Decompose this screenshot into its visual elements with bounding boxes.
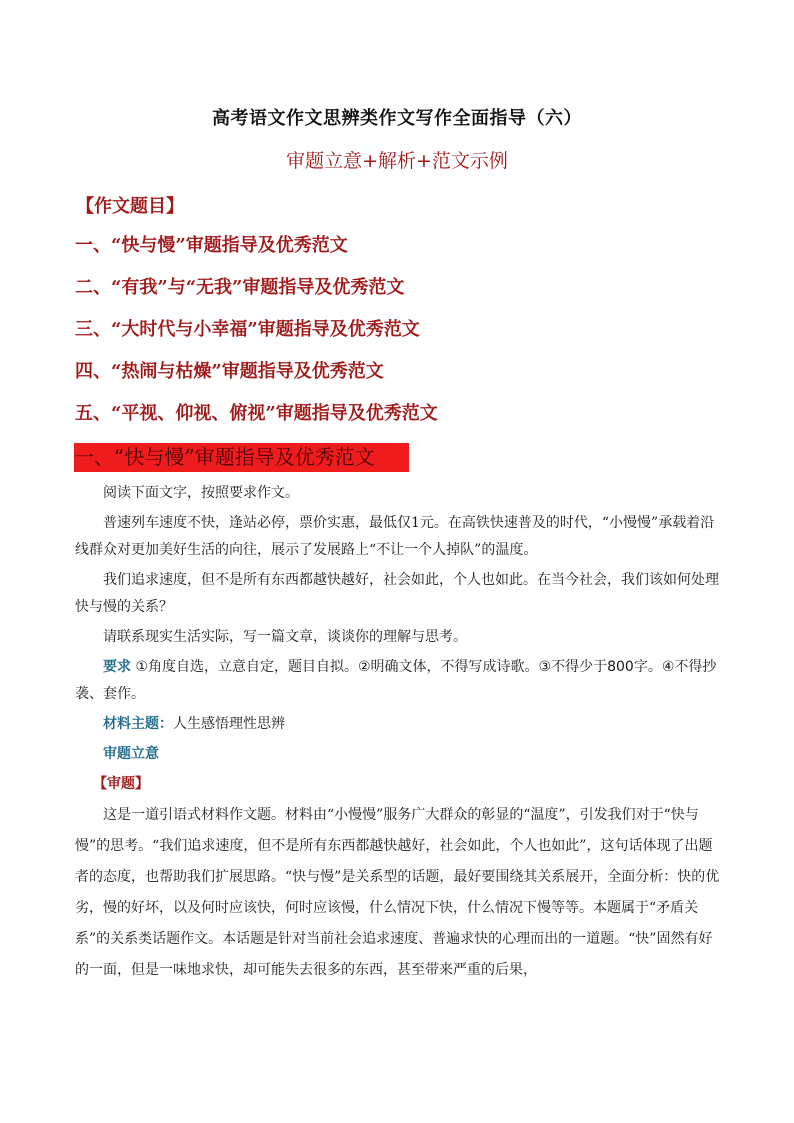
analysis-heading: 审题立意 bbox=[103, 746, 159, 762]
material-paragraph-2: 我们追求速度，但不是所有东西都越快越好，社会如此，个人也如此。在当今社会，我们该如何处理快与慢的关系？ bbox=[75, 572, 719, 615]
intro-paragraph: 阅读下面文字，按照要求作文。 bbox=[103, 485, 299, 501]
theme-paragraph bbox=[75, 711, 725, 738]
toc-item-2: 二、“有我”与“无我”审题指导及优秀范文 bbox=[75, 277, 405, 298]
material-paragraph-1: 普速列车速度不快，逢站必停，票价实惠，最低仅1元。在高铁快速普及的时代，“小慢慢”承载着沿线群众对更加美好生活的向往，展示了发展路上“不让一个人掉队”的温度。 bbox=[75, 515, 715, 558]
section-banner: 一、“快与慢”审题指导及优秀范文 bbox=[74, 443, 409, 472]
document-title: 高考语文作文思辨类作文写作全面指导（六） bbox=[212, 108, 582, 129]
requirement-label: 要求 bbox=[103, 659, 131, 675]
toc-list bbox=[75, 234, 438, 444]
requirement-text: ①角度自选，立意自定，题目自拟。②明确文体，不得写成诗歌。③不得少于800字。④不得抄袭、套作。 bbox=[75, 659, 717, 702]
toc-item-3: 三、“大时代与小幸福”审题指导及优秀范文 bbox=[75, 319, 420, 340]
toc-heading: 【作文题目】 bbox=[76, 196, 184, 217]
toc-item-5: 五、“平视、仰视、俯视”审题指导及优秀范文 bbox=[75, 403, 438, 424]
shenti-heading: 【审题】 bbox=[93, 776, 149, 792]
toc-item-1: 一、“快与慢”审题指导及优秀范文 bbox=[75, 235, 348, 256]
document-subtitle: 审题立意+解析+范文示例 bbox=[286, 150, 508, 172]
analysis-paragraph: 这是一道引语式材料作文题。材料由“小慢慢”服务广大群众的彰显的“温度”，引发我们对于“快与慢”的思考。“我们追求速度，但不是所有东西都越快越好，社会如此，个人也如此”，这句话体现了出题者的态度，也帮助我们扩展思路。“快与慢”是关系型的话题，最好要围绕其关系展开，全面分析：快的优劣，慢的好坏，以及何时应该快，何时应该慢，什么情况下快，什么情况下慢等等。本题属于“矛盾关系”的关系类话题作文。本话题是针对当前社会追求速度、普遍求快的心理而出的一道题。“快”固然有好的一面，但是一味地求快，却可能失去很多的东西，甚至带来严重的后果， bbox=[75, 807, 720, 978]
body-content bbox=[75, 480, 725, 986]
requirement-paragraph bbox=[75, 654, 725, 708]
theme-label: 材料主题： bbox=[103, 716, 173, 732]
toc-item-4: 四、“热闹与枯燥”审题指导及优秀范文 bbox=[75, 361, 384, 382]
task-paragraph: 请联系现实生活实际，写一篇文章，谈谈你的理解与思考。 bbox=[103, 629, 467, 645]
theme-text: 人生感悟理性思辨 bbox=[173, 716, 285, 732]
